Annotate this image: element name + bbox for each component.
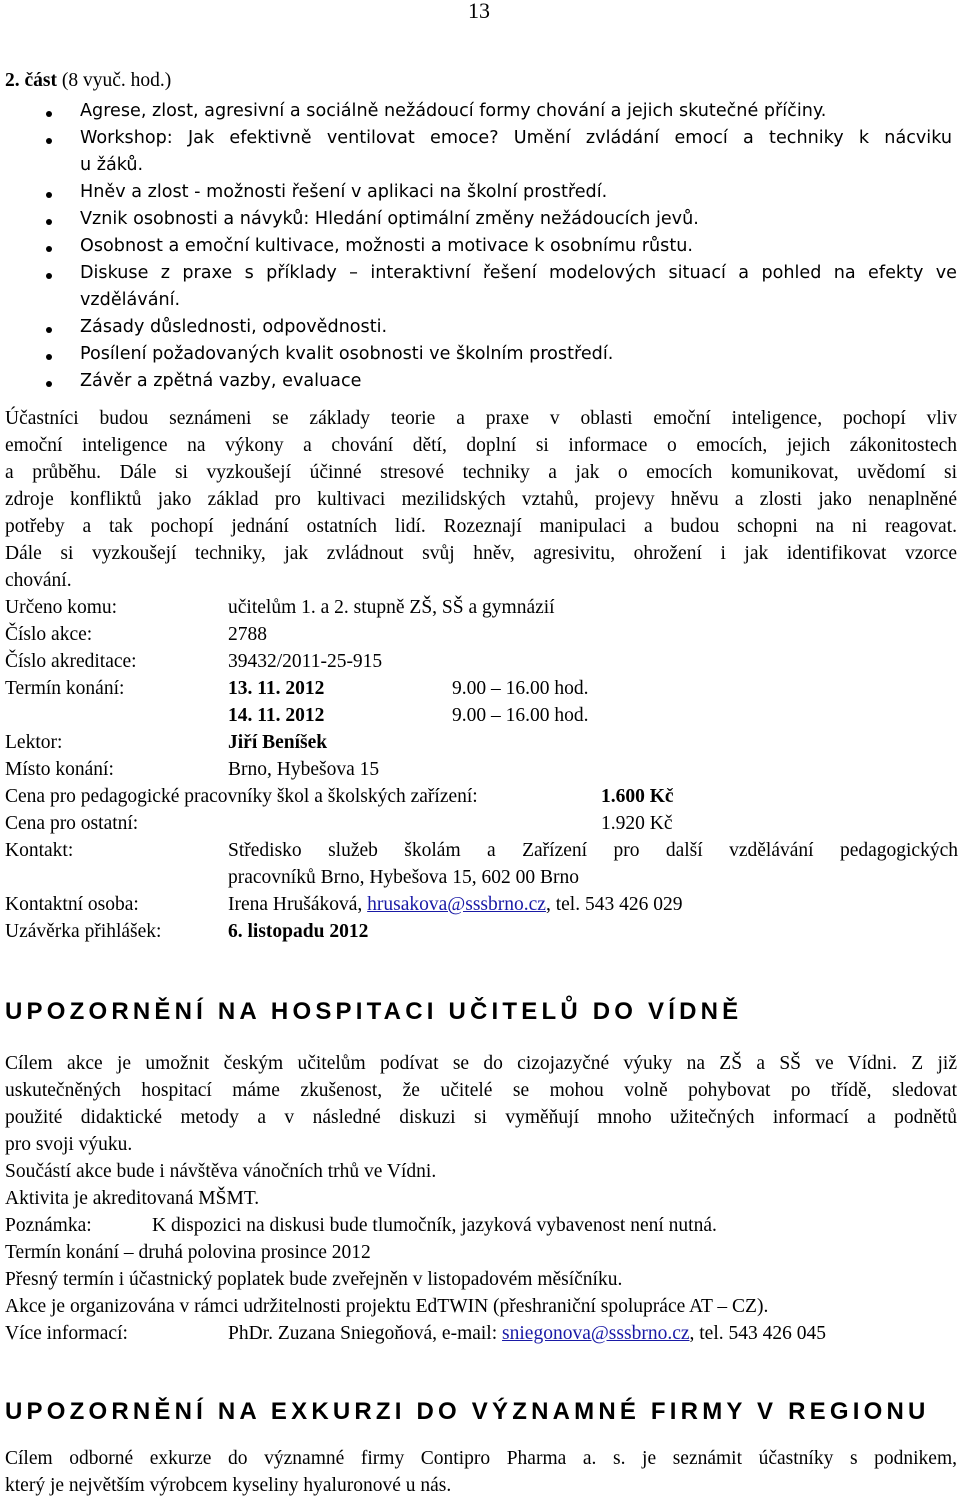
lecturer-label: Lektor: <box>5 732 63 753</box>
paragraph-line: uskutečněných hospitací máme zkušenost, že učitelé se mohou volně pohybovat po třídě, sledovat <box>5 1080 957 1101</box>
bullet-icon <box>46 192 52 198</box>
list-item: Závěr a zpětná vazby, evaluace <box>80 371 362 391</box>
list-item-continuation: vzdělávání. <box>80 290 181 310</box>
time-2: 9.00 – 16.00 hod. <box>452 705 589 726</box>
paragraph-line: Cílem odborné exkurze do významné firmy Contipro Pharma a. s. je seznámit účastníky s podnikem, <box>5 1448 957 1469</box>
bullet-icon <box>46 138 52 144</box>
paragraph-line: který je největším výrobcem kyseliny hyaluronové u nás. <box>5 1475 452 1496</box>
event-number-label: Číslo akce: <box>5 624 93 645</box>
list-item: Workshop: Jak efektivně ventilovat emoce? Umění zvládání emocí a techniky k nácviku <box>80 128 952 148</box>
contact-person-label: Kontaktní osoba: <box>5 894 139 915</box>
price-teachers-value: 1.600 Kč <box>601 786 674 807</box>
more-info-phone: , tel. 543 426 045 <box>689 1323 826 1344</box>
deadline-value: 6. listopadu 2012 <box>228 921 369 942</box>
price-others-label: Cena pro ostatní: <box>5 813 139 834</box>
contact-line-1: Středisko služeb školám a Zařízení pro další vzdělávání pedagogických <box>228 840 958 861</box>
date-label: Termín konání: <box>5 678 125 699</box>
paragraph-line: Účastníci budou seznámeni se základy teorie a praxe v oblasti emoční inteligence, pochopí vliv <box>5 408 957 429</box>
project-note: Akce je organizována v rámci udržitelnosti projektu EdTWIN (přeshraniční spolupráce AT – CZ). <box>5 1296 769 1317</box>
more-info-name: PhDr. Zuzana Sniegoňová, e-mail: <box>228 1323 503 1344</box>
venue-label: Místo konání: <box>5 759 114 780</box>
bullet-icon <box>46 327 52 333</box>
price-teachers-label: Cena pro pedagogické pracovníky škol a školských zařízení: <box>5 786 478 807</box>
list-item: Posílení požadovaných kvalit osobnosti ve školním prostředí. <box>80 344 614 364</box>
bullet-icon <box>46 273 52 279</box>
date-note: Termín konání – druhá polovina prosince 2012 <box>5 1242 371 1263</box>
section-heading-excursion: UPOZORNĚNÍ NA EXKURZI DO VÝZNAMNÉ FIRMY V REGIONU <box>5 1398 930 1425</box>
contact-line-2: pracovníků Brno, Hybešova 15, 602 00 Brno <box>228 867 579 888</box>
bullet-icon <box>46 381 52 387</box>
target-label: Určeno komu: <box>5 597 118 618</box>
list-item: Vznik osobnosti a návyků: Hledání optimální změny nežádoucích jevů. <box>80 209 699 229</box>
exact-date-note: Přesný termín i účastnický poplatek bude zveřejněn v listopadovém měsíčníku. <box>5 1269 623 1290</box>
paragraph-line: potřeby a tak pochopí jednání ostatních lidí. Rozeznají manipulaci a budou schopni na ni reagovat. <box>5 516 957 537</box>
accreditation-label: Číslo akreditace: <box>5 651 137 672</box>
list-item: Hněv a zlost - možnosti řešení v aplikaci na školní prostředí. <box>80 182 608 202</box>
contact-label: Kontakt: <box>5 840 74 861</box>
contact-person-phone: , tel. 543 426 029 <box>545 894 683 915</box>
note-label: Poznámka: <box>5 1215 92 1236</box>
event-number-value: 2788 <box>228 624 267 645</box>
target-value: učitelům 1. a 2. stupně ZŠ, SŠ a gymnázií <box>228 597 555 618</box>
list-item: Osobnost a emoční kultivace, možnosti a motivace k osobnímu růstu. <box>80 236 693 256</box>
contact-email-link[interactable]: hrusakova@sssbrno.cz <box>367 894 546 915</box>
contact-person-name: Irena Hrušáková, <box>228 894 368 915</box>
deadline-label: Uzávěrka přihlášek: <box>5 921 162 942</box>
note-value: K dispozici na diskusi bude tlumočník, jazyková vybavenost není nutná. <box>152 1215 717 1236</box>
paragraph-line: chování. <box>5 570 72 591</box>
date-2: 14. 11. 2012 <box>228 705 325 726</box>
date-1: 13. 11. 2012 <box>228 678 325 699</box>
more-info-value <box>228 1323 826 1345</box>
section-title-bold: 2. část <box>5 70 57 91</box>
bullet-icon <box>46 219 52 225</box>
paragraph-line: zdroje konfliktů jako základ pro kultivaci mezilidských vztahů, projevy hněvu a zlosti jako nenaplněné <box>5 489 957 510</box>
bullet-icon <box>46 111 52 117</box>
list-item: Diskuse z praxe s příklady – interaktivní řešení modelových situací a pohled na efekty ve <box>80 263 957 283</box>
lecturer-value: Jiří Beníšek <box>228 732 328 753</box>
more-info-email-link[interactable]: sniegonova@sssbrno.cz <box>502 1323 690 1344</box>
paragraph-line: emoční inteligence na výkony a chování dětí, doplní si informace o emocích, jejich zákonitostech <box>5 435 957 456</box>
visit-note: Součástí akce bude i návštěva vánočních trhů ve Vídni. <box>5 1161 437 1182</box>
list-item-continuation: u žáků. <box>80 155 144 175</box>
venue-value: Brno, Hybešova 15 <box>228 759 380 780</box>
more-info-label: Více informací: <box>5 1323 128 1344</box>
price-others-value: 1.920 Kč <box>601 813 673 834</box>
accreditation-value: 39432/2011-25-915 <box>228 651 383 672</box>
time-1: 9.00 – 16.00 hod. <box>452 678 589 699</box>
paragraph-line: Cílem akce je umožnit českým učitelům podívat se do cizojazyčné výuky na ZŠ a SŠ ve Vídni. Z již <box>5 1053 957 1074</box>
page-number: 13 <box>468 0 490 23</box>
list-item: Zásady důslednosti, odpovědnosti. <box>80 317 388 337</box>
bullet-icon <box>46 246 52 252</box>
paragraph-line: pro svoji výuku. <box>5 1134 133 1155</box>
section-title-rest: (8 vyuč. hod.) <box>57 70 172 91</box>
contact-person-value <box>228 894 682 916</box>
paragraph-line: použité didaktické metody a v následné diskuzi si vyměňují mnoho užitečných informací a podnětů <box>5 1107 957 1128</box>
paragraph-line: a průběhu. Dále si vyzkoušejí účinné stresové techniky a jak o emocích komunikovat, uvědomí si <box>5 462 957 483</box>
accreditation-note: Aktivita je akreditovaná MŠMT. <box>5 1188 260 1209</box>
bullet-icon <box>46 354 52 360</box>
section-heading-observation: UPOZORNĚNÍ NA HOSPITACI UČITELŮ DO VÍDNĚ <box>5 998 743 1025</box>
paragraph-line: Dále si vyzkoušejí techniky, jak zvládnout svůj hněv, agresivitu, ohrožení i jak identifikovat vzorce <box>5 543 957 564</box>
section-title <box>5 70 171 92</box>
list-item: Agrese, zlost, agresivní a sociálně nežádoucí formy chování a jejich skutečné příčiny. <box>80 101 827 121</box>
